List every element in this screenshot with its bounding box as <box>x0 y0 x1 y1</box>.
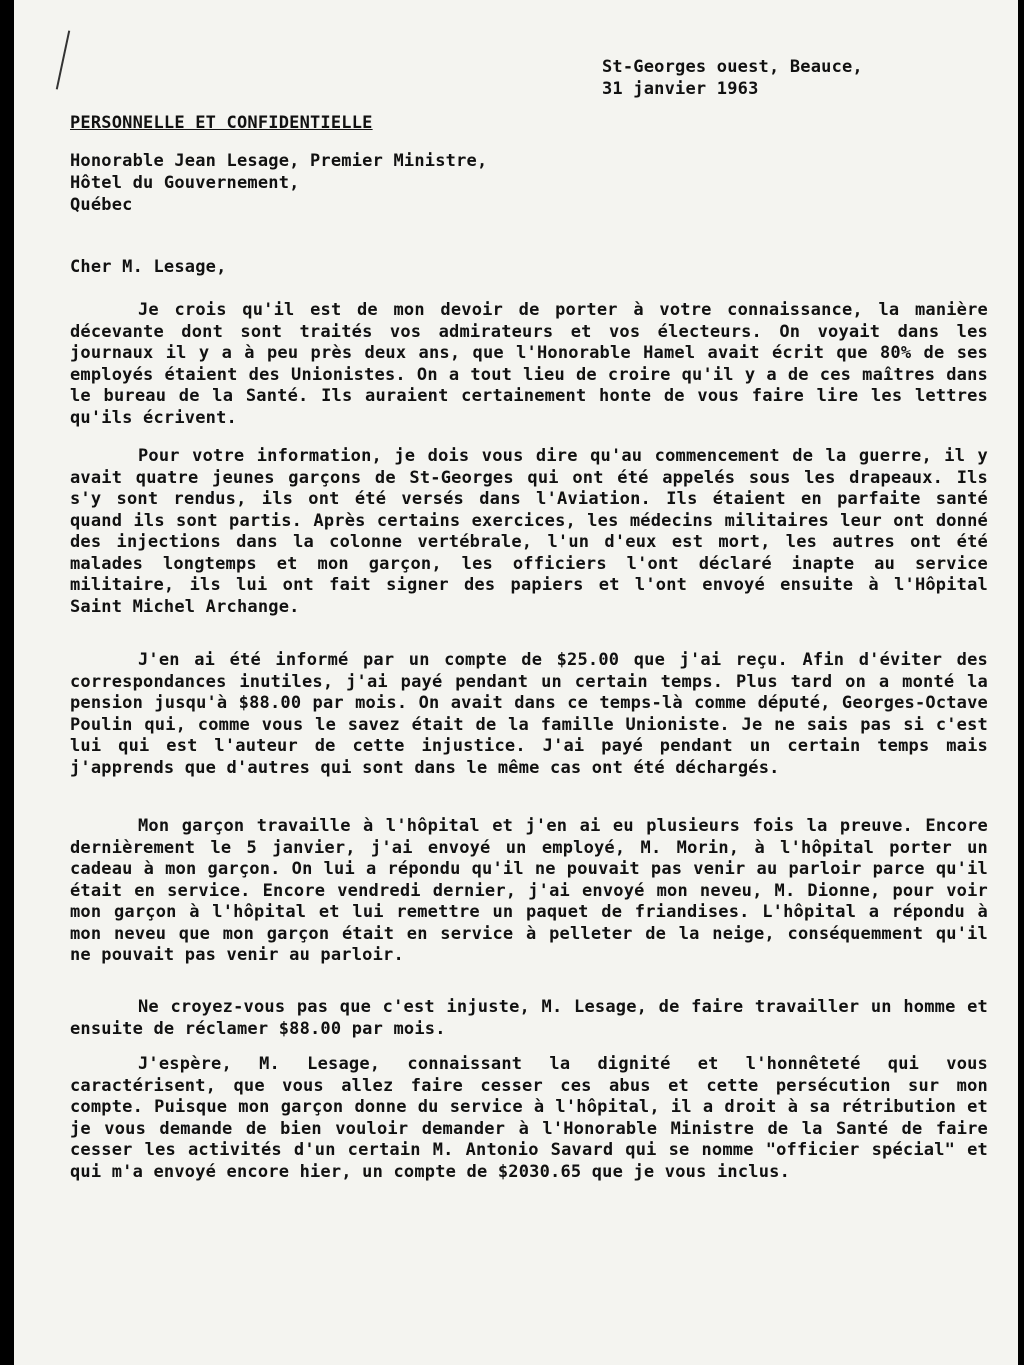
dateline-date: 31 janvier 1963 <box>602 79 759 99</box>
paragraph-4: Mon garçon travaille à l'hôpital et j'en ai eu plusieurs fois la preuve. Encore dernièrement le 5 janvier, j'ai envoyé un employé, M. Morin, à l'hôpital porter un cadeau à mon garçon. On lui a répondu qu'il ne pouvait pas venir au parloir parce qu'il était en service. Encore vendredi dernier, j'ai envoyé mon neveu, M. Dionne, pour voir mon garçon à l'hôpital et lui remettre un paquet de friandises. L'hôpital a répondu à mon neveu que mon garçon était en service à pelleter de la neige, conséquemment qu'il ne pouvait pas venir au parloir. <box>70 816 988 965</box>
letter-page <box>14 0 1018 1365</box>
recipient-line-1: Honorable Jean Lesage, Premier Ministre, <box>70 151 488 171</box>
scan-border-right <box>1018 0 1024 1365</box>
recipient-line-3: Québec <box>70 195 133 215</box>
dateline-place: St-Georges ouest, Beauce, <box>602 57 863 77</box>
paragraph-2: Pour votre information, je dois vous dire qu'au commencement de la guerre, il y avait quatre jeunes garçons de St-Georges qui ont été appelés sous les drapeaux. Ils s'y sont rendus, ils ont été versés dans l'Aviation. Ils étaient en parfaite santé quand ils sont partis. Après certains exercices, les médecins militaires leur ont donné des injections dans la colonne vertébrale, l'un d'eux est mort, les autres ont été malades longtemps et mon garçon, les officiers l'ont déclaré inapte au service militaire, ils lui ont fait signer des papiers et l'ont envoyé ensuite à l'Hôpital Saint Michel Archange. <box>70 446 988 617</box>
paragraph-6: J'espère, M. Lesage, connaissant la dignité et l'honnêteté qui vous caractérisent, que vous allez faire cesser ces abus et cette persécution sur mon compte. Puisque mon garçon donne du service à l'hôpital, il a droit à sa rétribution et je vous demande de bien vouloir demander à l'Honorable Ministre de la Santé de faire cesser les activités d'un certain M. Antonio Savard qui se nomme "officier spécial" et qui m'a envoyé encore hier, un compte de $2030.65 que je vous inclus. <box>70 1054 988 1182</box>
paragraph-1: Je crois qu'il est de mon devoir de porter à votre connaissance, la manière décevante dont sont traités vos admirateurs et vos électeurs. On voyait dans les journaux il y a à peu près deux ans, que l'Honorable Hamel avait écrit que 80% de ses employés étaient des Unionistes. On a tout lieu de croire qu'il y a de ces maîtres dans le bureau de la Santé. Ils auraient certainement honte de vous faire lire les lettres qu'ils écrivent. <box>70 300 988 428</box>
paragraph-5: Ne croyez-vous pas que c'est injuste, M. Lesage, de faire travailler un homme et ensuite de réclamer $88.00 par mois. <box>70 997 988 1039</box>
recipient-line-2: Hôtel du Gouvernement, <box>70 173 300 193</box>
letter-body <box>14 0 1018 1365</box>
confidential-heading: PERSONNELLE ET CONFIDENTIELLE <box>70 113 373 133</box>
dateline <box>602 56 863 100</box>
recipient-address <box>70 150 487 216</box>
scan-border-left <box>0 0 14 1365</box>
paragraph-3: J'en ai été informé par un compte de $25.00 que j'ai reçu. Afin d'éviter des correspondances inutiles, j'ai payé pendant un certain temps. Plus tard on a monté la pension jusqu'à $88.00 par mois. On avait dans ce temps-là comme député, Georges-Octave Poulin qui, comme vous le savez était de la famille Unioniste. Je ne sais pas si c'est lui qui est l'auteur de cette injustice. J'ai payé pendant un certain temps mais j'apprends que d'autres qui sont dans le même cas ont été déchargés. <box>70 650 988 778</box>
salutation: Cher M. Lesage, <box>70 257 227 277</box>
